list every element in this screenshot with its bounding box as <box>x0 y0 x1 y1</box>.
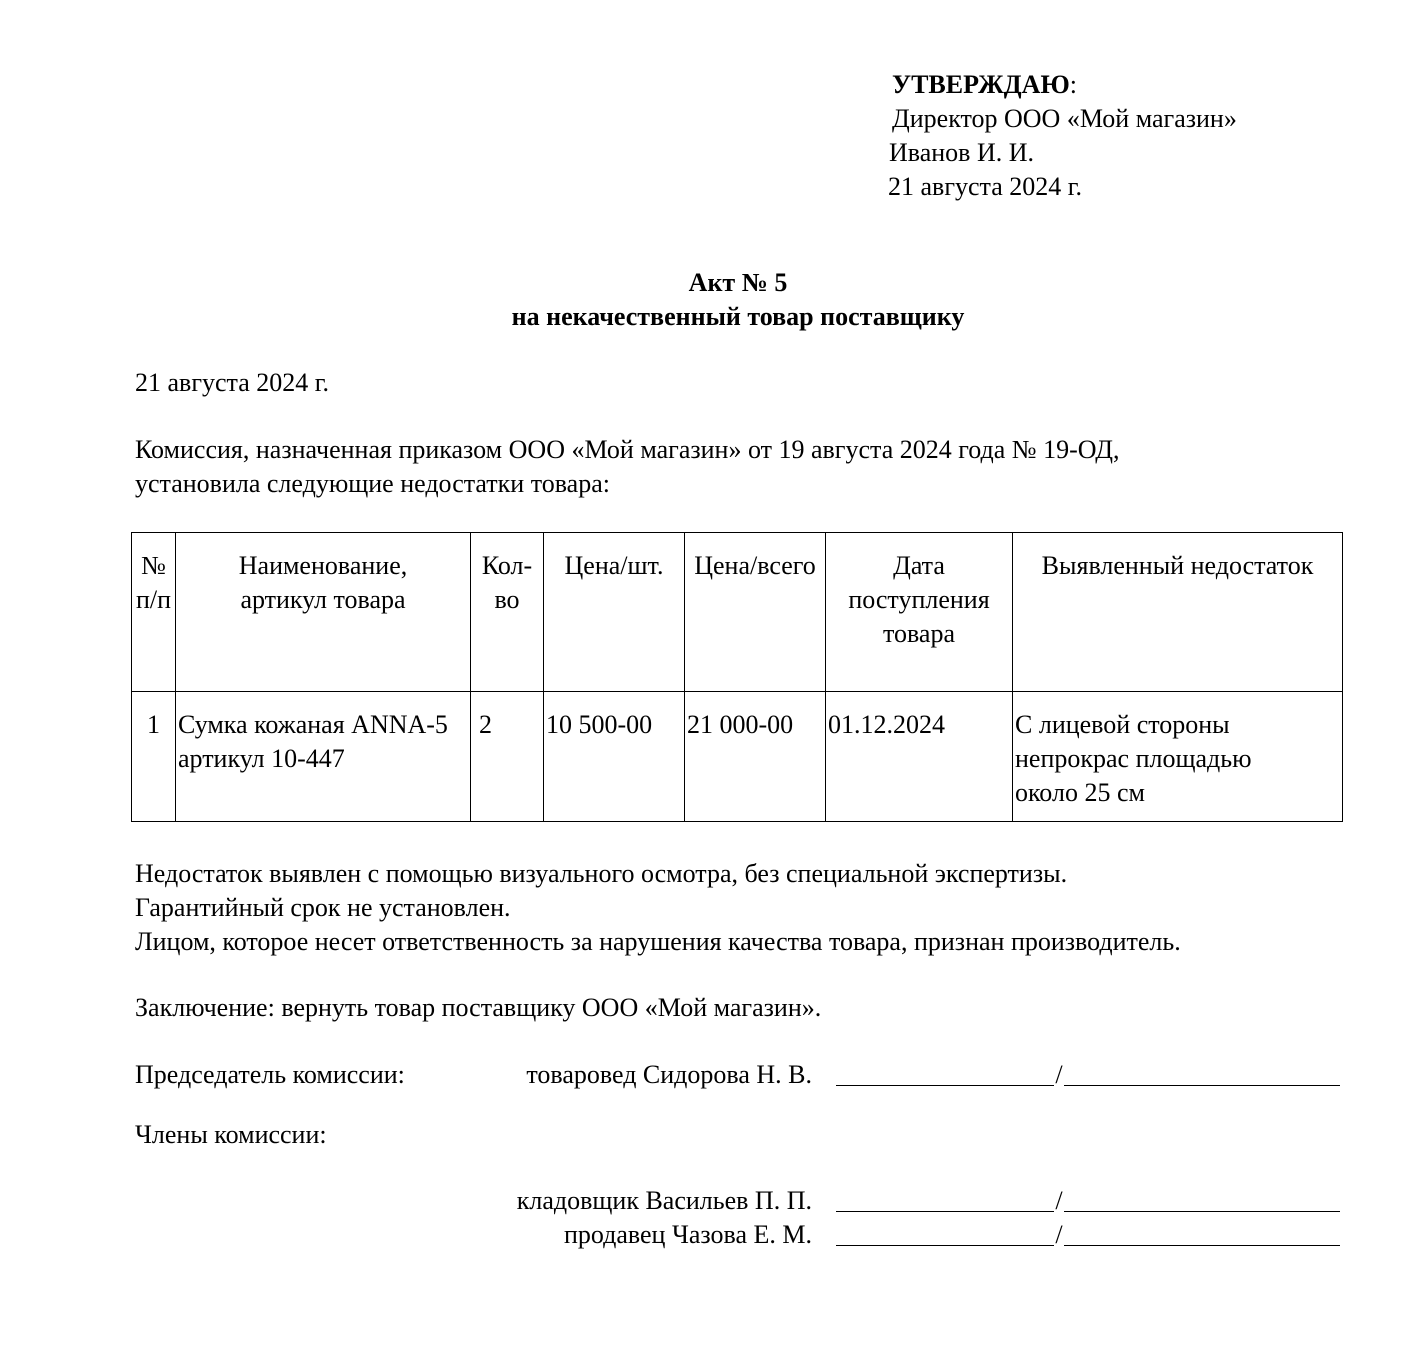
cell-num: 1 <box>132 692 176 822</box>
approval-colon: : <box>1069 70 1077 99</box>
header-price-unit: Цена/шт. <box>544 533 685 692</box>
header-qty: Кол-во <box>471 533 544 692</box>
signature-underline <box>836 1211 1054 1212</box>
document-title <box>0 266 1418 334</box>
signature-underline <box>836 1245 1054 1246</box>
document-date: 21 августа 2024 г. <box>135 368 329 397</box>
approval-position: Директор ООО «Мой магазин» <box>892 104 1237 133</box>
member-name: продавец Чазова Е. М. <box>563 1220 812 1249</box>
signature-underline <box>836 1085 1054 1086</box>
notes-line2: Гарантийный срок не установлен. <box>135 893 511 922</box>
header-num: № п/п <box>132 533 176 692</box>
cell-price-total: 21 000-00 <box>685 692 826 822</box>
defects-table <box>131 532 1343 822</box>
chair-label: Председатель комиссии: <box>135 1060 405 1089</box>
name-underline <box>1064 1085 1340 1086</box>
chair-name: товаровед Сидорова Н. В. <box>526 1060 812 1089</box>
cell-date: 01.12.2024 <box>826 692 1013 822</box>
notes-line1: Недостаток выявлен с помощью визуального осмотра, без специальной экспертизы. <box>135 859 1068 888</box>
signature-separator: / <box>1055 1060 1063 1089</box>
intro-line2: установила следующие недостатки товара: <box>135 469 610 498</box>
name-underline <box>1064 1211 1340 1212</box>
cell-qty: 2 <box>471 692 544 822</box>
approval-block <box>888 68 1348 204</box>
header-price-total: Цена/всего <box>685 533 826 692</box>
document-title-line2: на некачественный товар поставщику <box>511 302 965 331</box>
member-signature-row <box>0 1184 1418 1218</box>
members-label: Члены комиссии: <box>135 1120 327 1149</box>
table-row <box>132 692 1343 822</box>
notes-paragraph <box>135 857 1375 959</box>
cell-defect: С лицевой стороны непрокрас площадью около 25 см <box>1013 692 1343 822</box>
intro-paragraph <box>135 433 1335 501</box>
table-header-row <box>132 533 1343 692</box>
approval-heading-line <box>888 68 1348 102</box>
conclusion: Заключение: вернуть товар поставщику ООО «Мой магазин». <box>135 993 822 1022</box>
approval-heading: УТВЕРЖДАЮ <box>892 70 1070 99</box>
member-name: кладовщик Васильев П. П. <box>516 1186 812 1215</box>
header-defect: Выявленный недостаток <box>1013 533 1343 692</box>
notes-line3: Лицом, которое несет ответственность за нарушения качества товара, признан производитель. <box>135 927 1181 956</box>
approval-name: Иванов И. И. <box>889 138 1034 167</box>
cell-name: Сумка кожаная ANNA-5 артикул 10-447 <box>176 692 471 822</box>
approval-date: 21 августа 2024 г. <box>888 172 1082 201</box>
document-title-line1: Акт № 5 <box>688 268 788 297</box>
name-underline <box>1064 1245 1340 1246</box>
header-name: Наименование, артикул товара <box>176 533 471 692</box>
member-signature-line <box>836 1218 1340 1252</box>
member-signature-row <box>0 1218 1418 1252</box>
cell-price-unit: 10 500-00 <box>544 692 685 822</box>
chair-signature-line <box>836 1058 1340 1092</box>
chair-signature-row <box>0 1058 1418 1092</box>
signature-separator: / <box>1055 1186 1063 1215</box>
member-signature-line <box>836 1184 1340 1218</box>
intro-line1: Комиссия, назначенная приказом ООО «Мой магазин» от 19 августа 2024 года № 19-ОД, <box>135 435 1120 464</box>
header-date: Дата поступления товара <box>826 533 1013 692</box>
signature-separator: / <box>1055 1220 1063 1249</box>
